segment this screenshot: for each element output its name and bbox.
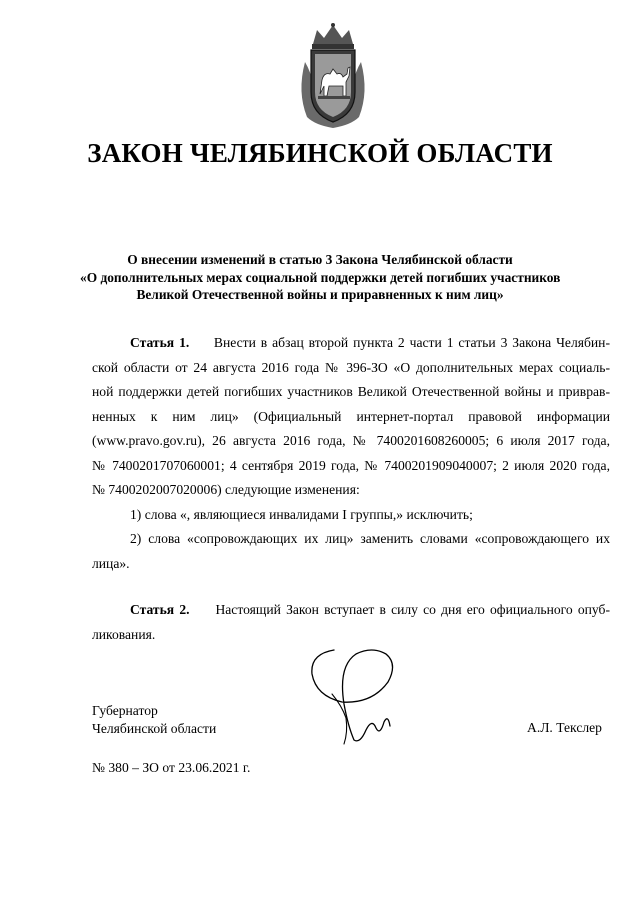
article-1-line: № 7400202007020006) следующие изменения:: [92, 482, 360, 497]
article-1: [92, 331, 610, 576]
signatory-position: [92, 702, 216, 738]
article-1-line: ской области от 24 августа 2016 года № 396-ЗО «О дополнительных мерах социаль-: [92, 359, 610, 375]
article-1-label: Статья 1.: [130, 335, 190, 350]
subtitle-line: О внесении изменений в статью 3 Закона Челябинской области: [127, 252, 513, 267]
article-1-item: 1) слова «, являющиеся инвалидами I группы,» исключить;: [130, 506, 473, 522]
article-1-item: лица».: [92, 555, 130, 571]
subtitle-line: «О дополнительных мерах социальной поддержки детей погибших участников: [80, 269, 561, 285]
signatory-region: Челябинской области: [92, 721, 217, 736]
article-1-line: № 7400201707060001; 4 сентября 2019 года, № 7400201909040007; 2 июля 2020 года,: [92, 457, 610, 473]
article-1-line: ной поддержки детей погибших участников Великой Отечественной войны и приврав-: [92, 384, 610, 399]
article-2-label: Статья 2.: [130, 602, 190, 617]
law-title: ЗАКОН ЧЕЛЯБИНСКОЙ ОБЛАСТИ: [87, 138, 553, 168]
subtitle-line: Великой Отечественной войны и приравненных к ним лиц»: [136, 287, 504, 302]
article-2-line: ликования.: [92, 626, 156, 642]
article-1-line: (www.pravo.gov.ru), 26 августа 2016 года, № 7400201608260005; 6 июля 2017 года,: [92, 433, 610, 448]
article-1-first-line: [92, 331, 610, 356]
article-1-item: 2) слова «сопровождающих их лиц» заменить словами «сопровождающего их: [130, 531, 610, 546]
article-1-text: Внести в абзац второй пункта 2 части 1 статьи 3 Закона Челябин-: [213, 335, 610, 350]
article-1-line: ненных к ним лиц» (Официальный интернет-портал правовой информации: [92, 408, 610, 424]
article-2-text: Настоящий Закон вступает в силу со дня его официального опуб-: [215, 602, 610, 617]
coat-of-arms-icon: [293, 22, 373, 132]
signatory-title: Губернатор: [92, 703, 158, 718]
signature-icon: [302, 644, 412, 750]
law-subtitle: [80, 251, 560, 304]
article-2: [92, 598, 610, 647]
article-2-first-line: [92, 598, 610, 623]
law-number: № 380 – ЗО от 23.06.2021 г.: [92, 760, 251, 775]
signatory-name: А.Л. Текслер: [527, 720, 602, 735]
